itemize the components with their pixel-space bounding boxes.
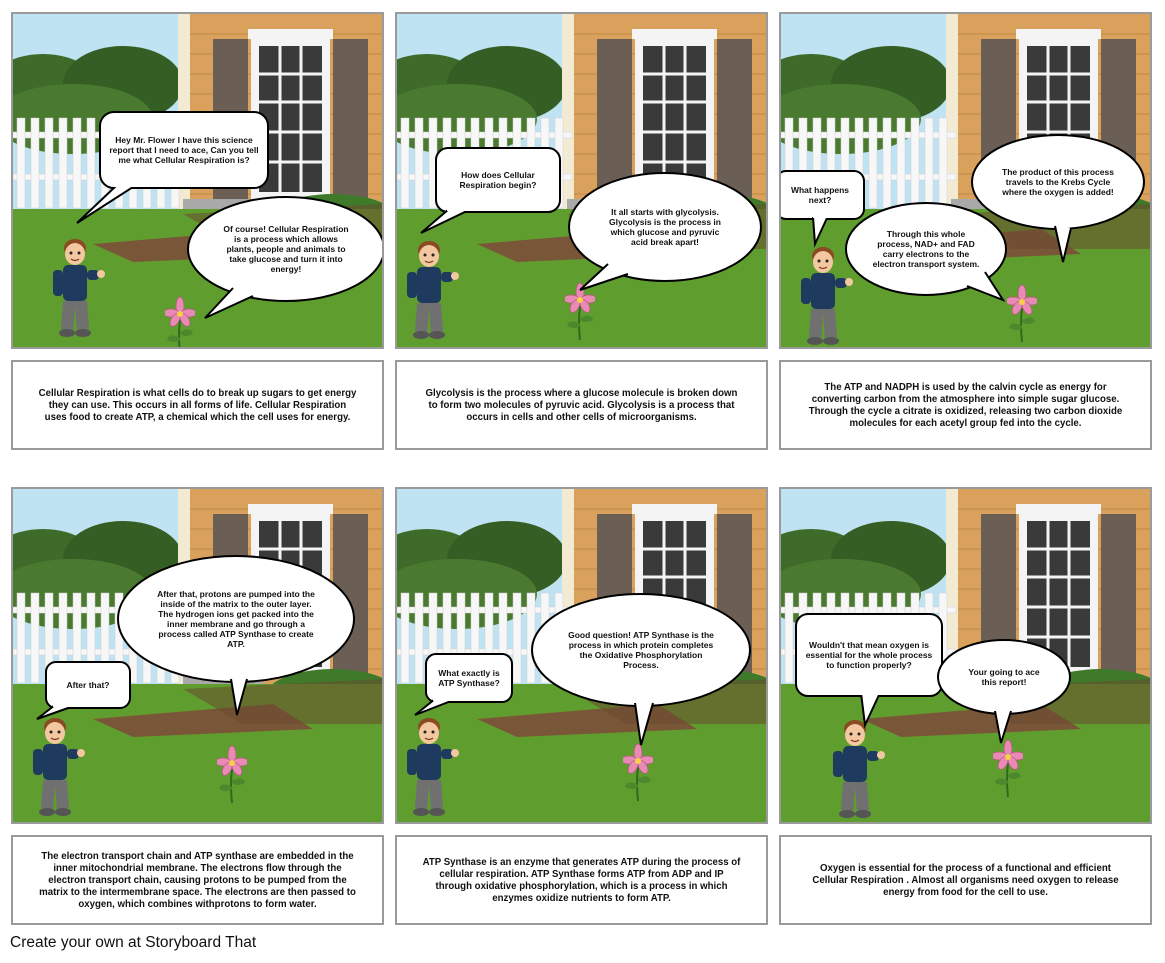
panel-3-scene (779, 12, 1152, 349)
caption-text: Cellular Respiration is what cells do to break up sugars to get energy they can use. This occurs in all forms of life. Cellular Respiration uses food to create ATP, a chemical which the cell uses for energy. (38, 387, 357, 423)
speech-bubble (187, 196, 384, 302)
flower-character (993, 739, 1023, 799)
panel-3-caption (779, 360, 1152, 450)
speech-text: How does Cellular Respiration begin? (459, 170, 537, 190)
speech-bubble (568, 172, 762, 282)
speech-text: What happens next? (790, 185, 850, 205)
panel-2-caption (395, 360, 768, 450)
caption-text: ATP Synthase is an enzyme that generates ATP during the process of cellular respiration. ATP Synthase forms ATP from ADP and IP through oxidative phosphorylation, which is a process in which enzymes oxidize nutrients to form ATP. (422, 856, 741, 904)
speech-bubble (531, 593, 751, 707)
speech-text: Hey Mr. Flower I have this science report that I need to ace, Can you tell me what Cellular Respiration is? (109, 135, 259, 165)
speech-bubble (937, 639, 1071, 715)
boy-character (23, 713, 87, 817)
boy-character (397, 236, 461, 340)
flower-character (165, 296, 195, 349)
speech-bubble (425, 653, 513, 703)
speech-bubble (99, 111, 269, 189)
speech-text: The product of this process travels to the Krebs Cycle where the oxygen is added! (1002, 167, 1114, 197)
panel-6-scene (779, 487, 1152, 824)
caption-text: Oxygen is essential for the process of a functional and efficient Cellular Respiration . Almost all organisms need oxygen to release energy from food for the cell to use. (812, 862, 1119, 898)
speech-text: After that? (66, 680, 110, 690)
panel-5-scene (395, 487, 768, 824)
boy-character (43, 234, 107, 338)
flower-character (565, 282, 595, 342)
caption-text: Glycolysis is the process where a glucose molecule is broken down to form two molecules of pyruvic acid. Glycolysis is a process that occurs in cells and other cells of microorganisms. (425, 387, 738, 423)
panel-2-scene (395, 12, 768, 349)
speech-bubble (117, 555, 355, 683)
boy-character (397, 713, 461, 817)
caption-text: The ATP and NADPH is used by the calvin cycle as energy for converting carbon from the atmosphere into simple sugar glucose. Through the cycle a citrate is oxidized, releasing two carbon dioxide molecules for each acetyl group fed into the cycle. (808, 381, 1123, 429)
panel-6-caption (779, 835, 1152, 925)
speech-text: What exactly is ATP Synthase? (438, 668, 500, 688)
caption-text: The electron transport chain and ATP synthase are embedded in the inner mitochondrial membrane. The electrons flow through the electron transport chain, causing protons to be pumped from the matrix to the intermembrane space. The electrons are then passed to oxygen, which combines withprotons to form water. (39, 850, 356, 910)
panel-5-caption (395, 835, 768, 925)
panel-1-scene (11, 12, 384, 349)
footer-link[interactable]: Create your own at Storyboard That (10, 934, 257, 951)
panel-4-scene (11, 487, 384, 824)
boy-character (823, 715, 887, 819)
speech-text: Through this whole process, NAD+ and FAD carry electrons to the electron transport system. (872, 229, 980, 269)
flower-character (1007, 284, 1037, 344)
panel-4-caption (11, 835, 384, 925)
speech-bubble (435, 147, 561, 213)
flower-character (623, 743, 653, 803)
speech-bubble (795, 613, 943, 697)
panel-1-caption (11, 360, 384, 450)
speech-text: After that, protons are pumped into the inside of the matrix to the outer layer. The hydrogen ions get packed into the inner membrane and go through a process called ATP Synthase to create ATP. (157, 589, 315, 649)
speech-text: Wouldn't that mean oxygen is essential for the whole process to function properly? (805, 640, 933, 670)
speech-text: It all starts with glycolysis. Glycolysis is the process in which glucose and pyruvic acid break apart! (609, 207, 721, 247)
speech-text: Your going to ace this report! (968, 667, 1040, 687)
speech-text: Of course! Cellular Respiration is a process which allows plants, people and animals to take glucose and turn it into energy! (223, 224, 349, 274)
speech-text: Good question! ATP Synthase is the process in which protein completes the Oxidative Phosphorylation Process. (568, 630, 714, 670)
speech-bubble (971, 134, 1145, 230)
flower-character (217, 745, 247, 805)
